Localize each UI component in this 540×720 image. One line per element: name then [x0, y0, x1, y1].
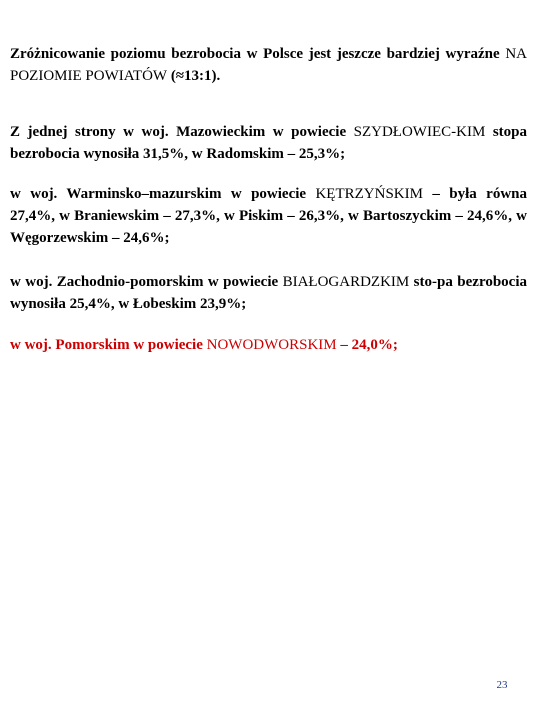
paragraph-1-emphasis: NA POZIOMIE POWIATÓW: [10, 46, 527, 84]
paragraph-4-emphasis: BIAŁOGARDZKIM: [282, 274, 410, 290]
paragraph-1: [10, 43, 527, 87]
paragraph-5-text: w woj. Pomorskim w powiecie: [10, 337, 207, 353]
paragraph-3-emphasis: KĘTRZYŃSKIM: [315, 186, 423, 202]
paragraph-5: [10, 334, 527, 356]
paragraph-2: [10, 121, 527, 165]
paragraph-4-text: w woj. Zachodnio-pomorskim w powiecie: [10, 274, 283, 290]
paragraph-2-emphasis: SZYDŁOWIEC-KIM: [353, 124, 486, 140]
paragraph-3: [10, 183, 527, 249]
paragraph-2-text: Z jednej strony w woj. Mazowieckim w powiecie: [10, 124, 354, 140]
page-number: 23: [496, 679, 508, 691]
paragraph-1-text: Zróżnicowanie poziomu bezrobocia w Polsce jest jeszcze bardziej wyraźne: [10, 46, 506, 62]
paragraph-3-text: w woj. Warminsko–mazurskim w powiecie: [10, 186, 316, 202]
paragraph-2-tail: stopa bezrobocia wynosiła 31,5%, w Radomskim – 25,3%;: [10, 124, 527, 162]
paragraph-4-tail: sto-pa bezrobocia wynosiła 25,4%, w Łobeskim 23,9%;: [10, 274, 527, 312]
paragraph-4: [10, 271, 527, 315]
paragraph-1-tail: (≈13:1).: [167, 68, 221, 84]
paragraph-5-emphasis: NOWODWORSKIM: [206, 337, 337, 353]
paragraph-3-tail: – była równa 27,4%, w Braniewskim – 27,3%, w Piskim – 26,3%, w Bartoszyckim – 24,6%, w Węgorzewskim – 24,6%;: [10, 186, 528, 246]
paragraph-5-tail: – 24,0%;: [336, 337, 398, 353]
